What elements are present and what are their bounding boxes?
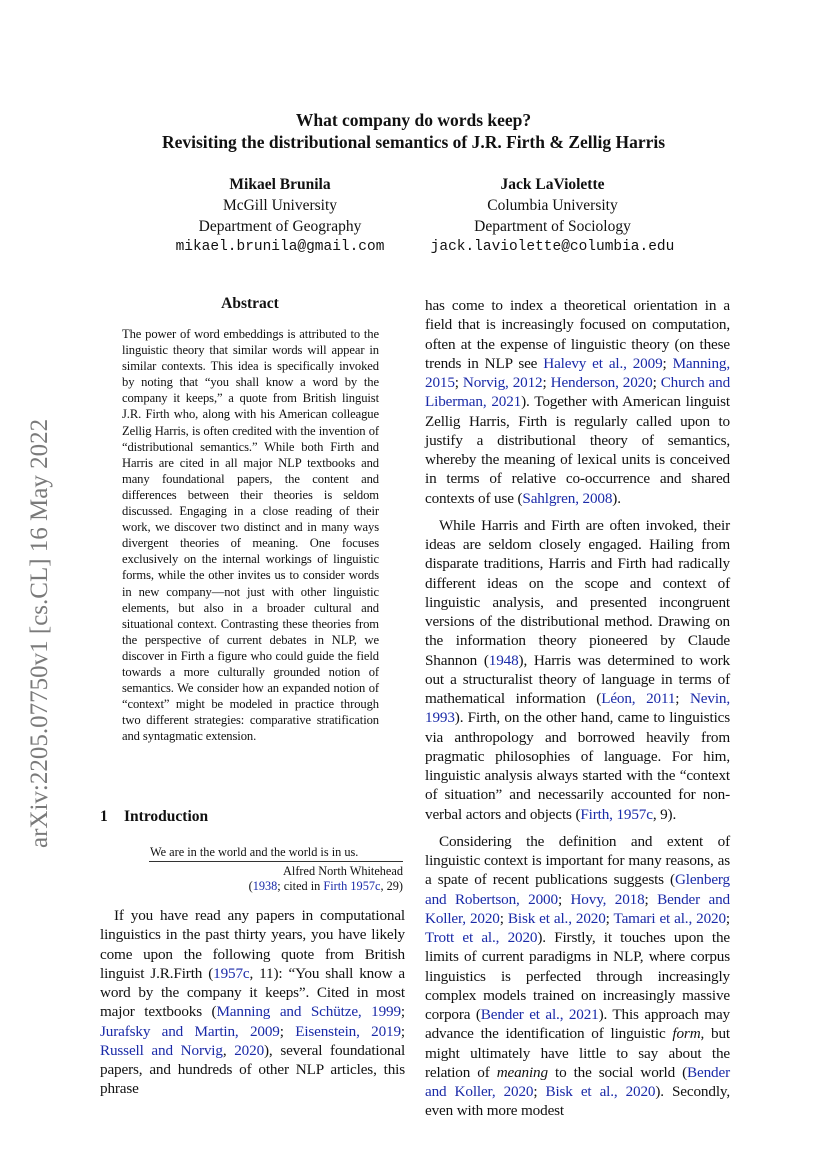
- citation-link[interactable]: 1948: [488, 651, 519, 669]
- epigraph-citation: (1938; cited in Firth 1957c, 29): [248, 879, 403, 893]
- citation-link[interactable]: Bender and Koller, 2020: [425, 1063, 730, 1100]
- citation-link[interactable]: Bender and Koller, 2020: [425, 890, 731, 927]
- citation-link[interactable]: Russell and Norvig: [100, 1041, 223, 1059]
- citation-link[interactable]: Henderson, 2020: [550, 374, 653, 391]
- citation-link[interactable]: Léon, 2011: [601, 690, 676, 707]
- author-email: jack.laviolette@columbia.edu: [430, 239, 675, 255]
- author-name: Jack LaViolette: [500, 176, 605, 193]
- title-line-1: What company do words keep?: [295, 110, 532, 130]
- abstract-text: The power of word embeddings is attributed to the linguistic theory that similar words will appear in similar contexts. This idea is specifically invoked by noting that “you shall know a word by the company it keeps,” a quote from British linguist J.R. Firth who, along with his American colleague Zellig Harris, is often credited with the invention of “distributional semantics.” While both Firth and Harris are cited in all major NLP textbooks and many foundational papers, the content and differences between their theories is seldom discussed. Engaging in a close reading of their work, we discover two distinct and in many ways divergent theories of meaning. One focuses exclusively on the internal workings of linguistic forms, while the other invites us to consider words in new company—not just with other linguistic elements, but also in a broader cultural and situational context. Contrasting these theories from the perspective of current debates in NLP, we discover in Firth a figure who could guide the field towards a more culturally grounded notion of semantics. We consider how an expanded notion of “context” might be modeled in practice through two different strategies: comparative stratification and syntagmatic extension.: [122, 327, 379, 744]
- citation-link[interactable]: Bender et al., 2021: [480, 1006, 599, 1023]
- author-email: mikael.brunila@gmail.com: [175, 239, 385, 255]
- author-block-2: [410, 174, 695, 258]
- right-paragraph-3: Considering the definition and extent of linguistic context is important for many reasons, as a spate of recent publications suggests (Glenberg and Robertson, 2000; Hovy, 2018; Bender and Koller, 2020; Bisk et al., 2020; Tamari et al., 2020; Trott et al., 2020). Firstly, it touches upon the limits of current paradigms in NLP, where corpus linguistics is perfected through increasingly complex models trained on increasingly massive corpora (Bender et al., 2021). This approach may advance the identification of linguistic form, but might ultimately have little to say about the relation of meaning to the social world (Bender and Koller, 2020; Bisk et al., 2020). Secondly, even with more modest: [425, 832, 731, 1120]
- intro-paragraph-1: If you have read any papers in computational linguistics in the past thirty years, you have likely come upon the following quote from British linguist J.R.Firth (1957c, 11): “You shall know a word by the company it keeps”. Cited in most major textbooks (Manning and Schütze, 1999; Jurafsky and Martin, 2009; Eisenstein, 2019; Russell and Norvig, 2020), several foundational papers, and hundreds of other NLP articles, this phrase: [100, 907, 406, 1098]
- paper-title: [90, 109, 737, 153]
- epigraph-author: Alfred North Whitehead: [283, 864, 403, 878]
- author-name: Mikael Brunila: [229, 176, 331, 193]
- citation-link[interactable]: Jurafsky and Martin, 2009: [100, 1022, 280, 1040]
- citation-link[interactable]: 1938: [252, 879, 278, 893]
- citation-link[interactable]: Manning, 2015: [425, 354, 731, 391]
- epigraph-quote: We are in the world and the world is in us.: [150, 845, 359, 859]
- abstract-heading: Abstract: [221, 295, 279, 312]
- author-department: Department of Geography: [198, 218, 362, 235]
- citation-link[interactable]: Hovy, 2018: [570, 890, 645, 908]
- citation-link[interactable]: Firth 1957c: [323, 879, 381, 893]
- author-affiliation: Columbia University: [487, 197, 618, 214]
- author-affiliation: McGill University: [222, 197, 338, 214]
- arxiv-identifier-stamp: [18, 343, 52, 851]
- citation-link[interactable]: 2020: [234, 1041, 265, 1059]
- section-heading-introduction: [100, 808, 208, 826]
- author-block-1: [155, 174, 405, 258]
- epigraph-attribution: [149, 864, 403, 894]
- citation-link[interactable]: Halevy et al., 2009: [543, 354, 663, 372]
- right-paragraph-1: has come to index a theoretical orientation in a field that is increasingly focused on computation, often at the expense of linguistic theory (on these trends in NLP see Halevy et al., 2009; Manning, 2015; Norvig, 2012; Henderson, 2020; Church and Liberman, 2021). Together with American linguist Zellig Harris, Firth is regularly called upon to justify a distributional theory of semantics, whereby the meaning of lexical units is conceived in terms of relative co-occurrence and shared contexts of use (Sahlgren, 2008).: [425, 297, 731, 507]
- title-line-2: Revisiting the distributional semantics of J.R. Firth & Zellig Harris: [161, 132, 666, 152]
- intro-body-right: [425, 296, 730, 1121]
- citation-link[interactable]: Trott et al., 2020: [425, 929, 538, 946]
- citation-link[interactable]: 1957c: [213, 964, 250, 982]
- citation-link[interactable]: Bisk et al., 2020: [507, 909, 606, 927]
- citation-link[interactable]: Tamari et al., 2020: [613, 909, 726, 927]
- author-department: Department of Sociology: [474, 218, 631, 235]
- citation-link[interactable]: Eisenstein, 2019: [295, 1022, 401, 1040]
- citation-link[interactable]: Sahlgren, 2008: [522, 489, 613, 507]
- arxiv-stamp-text: arXiv:2205.07750v1 [cs.CL] 16 May 2022: [26, 418, 53, 848]
- epigraph-divider: [149, 861, 403, 862]
- citation-link[interactable]: Nevin, 1993: [425, 690, 730, 727]
- section-number: 1: [100, 808, 108, 825]
- citation-link[interactable]: Church and Liberman, 2021: [425, 374, 731, 411]
- section-title: Introduction: [124, 808, 209, 825]
- citation-link[interactable]: Manning and Schütze, 1999: [216, 1003, 401, 1021]
- intro-body-left: [100, 906, 405, 1099]
- citation-link[interactable]: Bisk et al., 2020: [545, 1083, 656, 1100]
- citation-link[interactable]: Glenberg and Robertson, 2000: [425, 871, 730, 908]
- citation-link[interactable]: Firth, 1957c: [580, 805, 653, 823]
- right-paragraph-2: While Harris and Firth are often invoked, their ideas are seldom closely engaged. Hailing from disparate traditions, Harris and Firth had radically different ideas on the scope and context of linguistic analysis, and presented incongruent versions of the distributional method. Drawing on the information theory pioneered by Claude Shannon (1948), Harris was determined to work out a structuralist theory of language in terms of mathematical information (Léon, 2011; Nevin, 1993). Firth, on the other hand, came to linguistics via anthropology and borrowed heavily from pragmatic philosophies of language. For him, linguistic analysis always started with the “context of situation” and necessarily accounted for non-verbal actors and objects (Firth, 1957c, 9).: [425, 516, 730, 823]
- citation-link[interactable]: Norvig, 2012: [462, 374, 543, 391]
